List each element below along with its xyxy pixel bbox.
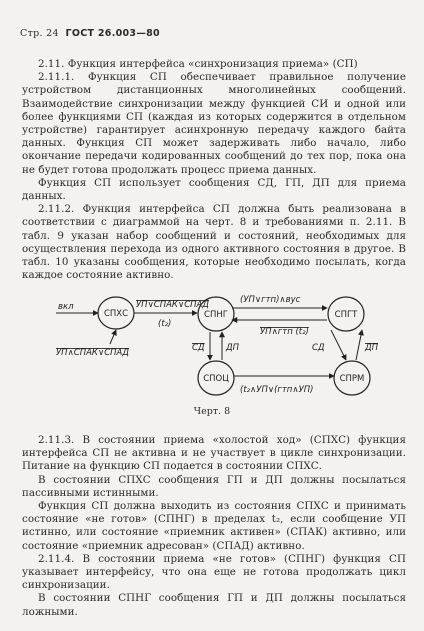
transition-label: (УП∨гтп)∧вус — [240, 295, 301, 305]
timing-label: (t₂) — [158, 319, 172, 329]
transition-label: УП∨СПАК∨СПАД — [136, 300, 209, 310]
text-block-bottom — [22, 434, 406, 619]
state-label: СПГТ — [334, 310, 358, 320]
transition-arrow — [356, 330, 362, 360]
state-spgt — [328, 297, 364, 331]
paragraph: В состоянии СПНГ сообщения ГП и ДП должны посылаться ложными. — [22, 592, 406, 618]
transition-label: УП∧гтп (t₂) — [260, 327, 309, 337]
message-label: ДП — [226, 343, 240, 353]
text-block-top — [22, 58, 406, 282]
state-sprm — [334, 361, 370, 395]
state-label: СПРМ — [339, 374, 365, 384]
page-header — [20, 28, 160, 39]
reset-arrow — [110, 330, 116, 344]
message-label: СД — [192, 343, 205, 353]
message-label: ДП — [365, 343, 379, 353]
state-spxs — [98, 297, 134, 329]
state-label: СПОЦ — [203, 374, 229, 384]
state-diagram — [26, 280, 400, 400]
paragraph: Функция СП использует сообщения СД, ГП, ДП для приема данных. — [22, 176, 406, 203]
state-spng — [198, 297, 234, 331]
paragraph: Функция СП должна выходить из состояния СПХС и принимать состояние «не готов» (СПНГ) в пределах t₂, если сообщение УП истинно, или состояние «приемник активен» (СПАК) активно, или состояние «приемник адресован» (СПАД) активно. — [22, 500, 406, 552]
entry-label: вкл — [58, 302, 74, 312]
transition-arrow — [331, 330, 346, 360]
state-spoc — [198, 361, 234, 395]
paragraph: 2.11.2. Функция интерфейса СП должна быть реализована в соответствии с диаграммой на черт. 8 и требованиями п. 2.11. В табл. 9 указан набор сообщений и состояний, необходимых для осуществления перехода из одного активного состояния в другое. В табл. 10 указаны сообщения, которые необходимо посылать, когда каждое состояние активно. — [22, 203, 406, 282]
state-label: СПНГ — [204, 310, 228, 320]
paragraph: 2.11.1. Функция СП обеспечивает правильное получение устройством дистанционных многолинейных сообщений. Взаимодействие синхронизации между функцией СИ и одной или более функциями СП (каждая из которых содержится в отдельном устройстве) гарантирует асинхронную передачу каждого байта данных. Функция СП может задерживать либо начало, либо окончание передачи кодированных сообщений до тех пор, пока она не будет готова продолжать процесс приема данных. — [22, 71, 406, 176]
figure-caption: Черт. 8 — [193, 406, 231, 417]
section-heading: 2.11. Функция интерфейса «синхронизация приема» (СП) — [38, 58, 358, 70]
transition-label: (t₂∧УП∨(гтп∧УП) — [240, 385, 314, 395]
message-label: СД — [312, 343, 325, 353]
paragraph: 2.11.3. В состоянии приема «холостой ход» (СПХС) функция интерфейса СП не активна и не участвует в цикле синхронизации. Питание на функцию СП подается в состоянии СПХС. — [22, 434, 406, 473]
paragraph: В состоянии СПХС сообщения ГП и ДП должны посылаться пассивными истинными. — [22, 473, 406, 499]
page-number: Стр. 24 — [20, 28, 59, 39]
standard-number: ГОСТ 26.003—80 — [65, 28, 160, 39]
state-label: СПХС — [103, 309, 129, 319]
reset-label: УП∧СПАК∨СПАД — [56, 348, 129, 358]
paragraph: 2.11.4. В состоянии приема «не готов» (СПНГ) функция СП указывает интерфейсу, что она еще не готова продолжать цикл синхронизации. — [22, 552, 406, 592]
